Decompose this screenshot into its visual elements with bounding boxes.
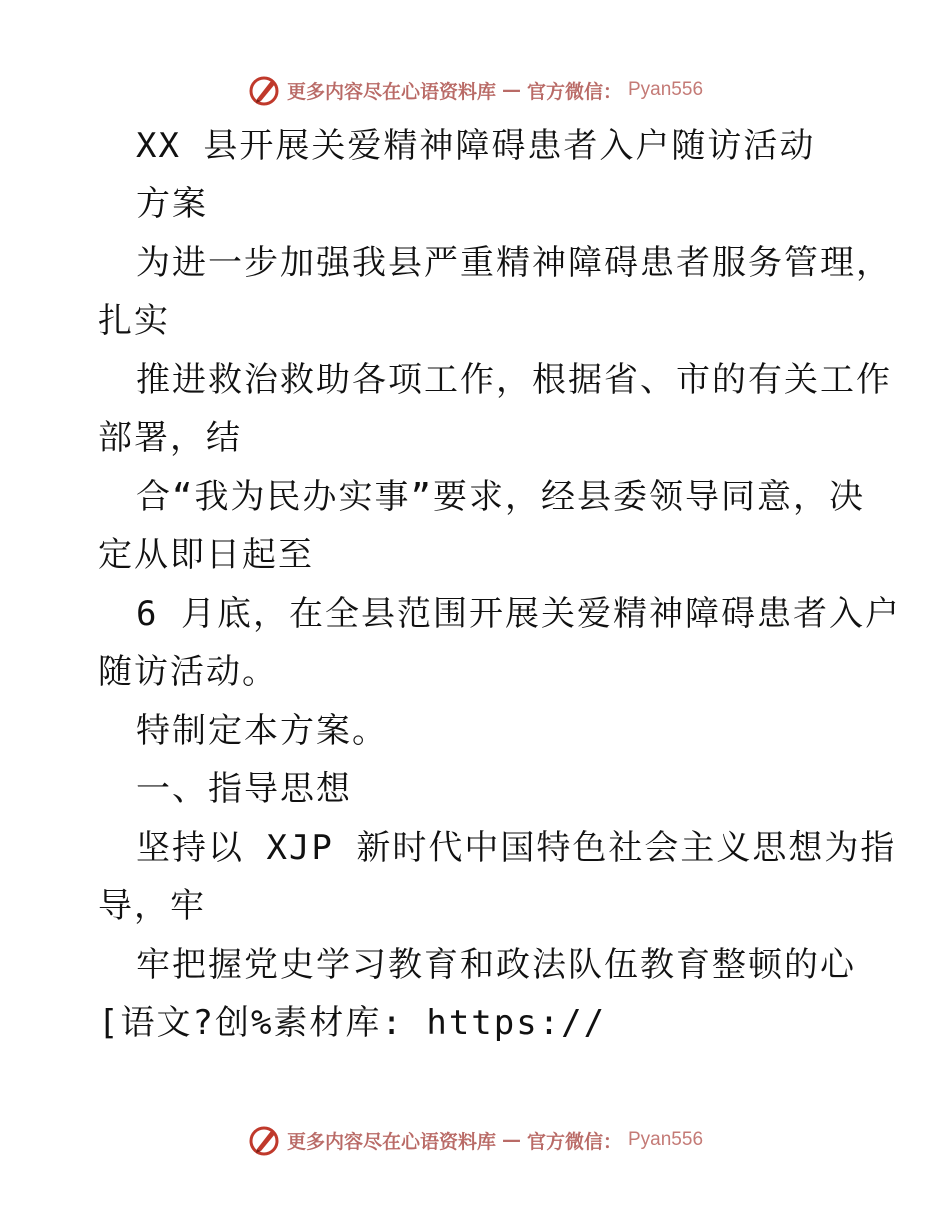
doc-line: XX 县开展关爱精神障碍患者入户随访活动 <box>136 126 816 166</box>
banner-site-text: 更多内容尽在心语资料库 <box>286 80 496 103</box>
doc-line: 方案 <box>136 184 208 224</box>
doc-line: 扎实 <box>98 301 170 341</box>
doc-line: 特制定本方案。 <box>136 711 388 751</box>
doc-line: 合“我为民办实事”要求，经县委领导同意，决 <box>136 477 865 517</box>
doc-line: 导，牢 <box>98 886 206 926</box>
banner-separator: — <box>501 79 521 101</box>
footer-banner <box>0 1120 950 1160</box>
doc-line: 坚持以 XJP 新时代中国特色社会主义思想为指 <box>136 828 897 868</box>
banner-wechat-id: Pyan556 <box>628 1129 704 1150</box>
doc-line: 部署，结 <box>98 418 242 458</box>
banner-separator: — <box>501 1129 521 1151</box>
banner-site-text: 更多内容尽在心语资料库 <box>286 1130 496 1153</box>
doc-line: 定从即日起至 <box>98 535 314 575</box>
doc-line: [语文?创%素材库: https:// <box>98 1003 607 1043</box>
doc-line: 推进救治救助各项工作，根据省、市的有关工作 <box>136 360 892 400</box>
pen-logo-icon <box>247 1123 281 1157</box>
banner-wechat-id: Pyan556 <box>628 79 704 100</box>
doc-line: 随访活动。 <box>98 652 278 692</box>
header-banner <box>0 70 950 110</box>
doc-line: 为进一步加强我县严重精神障碍患者服务管理， <box>136 243 892 283</box>
doc-line: 6 月底，在全县范围开展关爱精神障碍患者入户 <box>136 594 901 634</box>
banner-wechat-label: 官方微信： <box>526 80 622 103</box>
doc-line: 一、指导思想 <box>136 769 352 809</box>
banner-wechat-label: 官方微信： <box>526 1130 622 1153</box>
pen-logo-icon <box>247 73 281 107</box>
doc-line: 牢把握党史学习教育和政法队伍教育整顿的心 <box>136 945 856 985</box>
